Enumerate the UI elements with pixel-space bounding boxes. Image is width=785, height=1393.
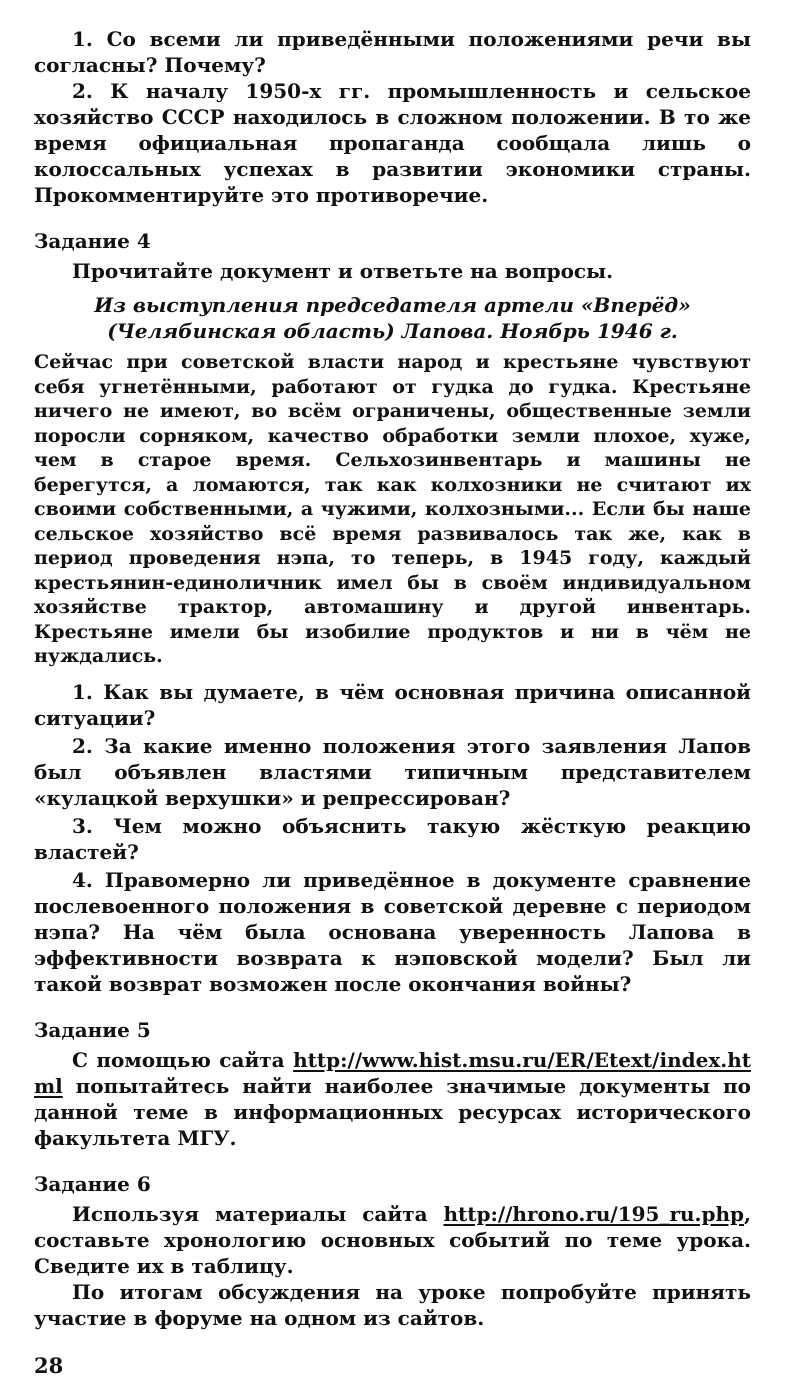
task4-question-3: 3. Чем можно объяснить такую жёсткую реакцию властей?: [34, 813, 751, 864]
document-title-line2: (Челябинская область) Лапова. Ноябрь 1946 г.: [107, 319, 678, 343]
task5-heading: Задание 5: [34, 1017, 151, 1042]
task4-heading: Задание 4: [34, 229, 151, 253]
task4-intro: Прочитайте документ и ответьте на вопросы.: [72, 259, 614, 283]
task5-text-before-link: С помощью сайта: [72, 1047, 294, 1072]
task5-link[interactable]: http://www.hist.msu.ru/ER/Etext/index.html: [34, 1047, 751, 1098]
task6-text: [34, 1201, 751, 1279]
task6-heading: Задание 6: [34, 1171, 151, 1196]
task4-question-1: 1. Как вы думаете, в чём основная причина описанной ситуации?: [34, 679, 751, 730]
task4-question-4: 4. Правомерно ли приведённое в документе сравнение послевоенного положения в советской деревне с периодом нэпа? На чём была основана уверенность Лапова в эффективности возврата к нэповской модели? Был ли такой возврат возможен после окончания войны?: [34, 867, 751, 996]
task5-text-after-link: попытайтесь найти наиболее значимые документы по данной теме в информационных ресурсах исторического факультета МГУ.: [34, 1073, 751, 1150]
task4-question-2: 2. За какие именно положения этого заявления Лапов был объявлен властями типичным представителем «кулацкой верхушки» и репрессирован?: [34, 733, 751, 810]
task6-link[interactable]: http://hrono.ru/195_ru.php: [443, 1201, 745, 1226]
intro-question-1: 1. Со всеми ли приведёнными положениями речи вы согласны? Почему?: [34, 27, 751, 77]
task6-extra-paragraph: По итогам обсуждения на уроке попробуйте принять участие в форуме на одном из сайтов.: [34, 1279, 751, 1330]
document-body: Сейчас при советской власти народ и крестьяне чувствуют себя угнетёнными, работают от гудка до гудка. Крестьяне ничего не имеют, во всём ограничены, общественные земли поросли сорняком, качество обработки земли плохое, хуже, чем в старое время. Сельхозинвентарь и машины не берегутся, а ломаются, так как колхозники не считают их своими собственными, а чужими, колхозными... Если бы наше сельское хозяйство всё время развивалось так же, как в период проведения нэпа, то теперь, в 1945 году, каждый крестьянин-единоличник имел бы в своём индивидуальном хозяйстве трактор, автомашину и другой инвентарь. Крестьяне имели бы изобилие продуктов и ни в чём не нуждались.: [34, 351, 751, 667]
document-title: [34, 292, 751, 344]
task5-text: [34, 1047, 751, 1151]
document-title-line1: Из выступления председателя артели «Вперёд»: [94, 293, 691, 317]
task6-text-before-link: Используя материалы сайта: [72, 1201, 444, 1226]
intro-question-2: 2. К началу 1950-х гг. промышленность и сельское хозяйство СССР находилось в сложном положении. В то же время официальная пропаганда сообщала лишь о колоссальных успехах в развитии экономики страны. Прокомментируйте это противоречие.: [34, 79, 751, 207]
task6-text-after-link: , составьте хронологию основных событий по теме урока. Сведите их в таблицу.: [34, 1201, 751, 1278]
page-number: 28: [34, 1352, 64, 1378]
